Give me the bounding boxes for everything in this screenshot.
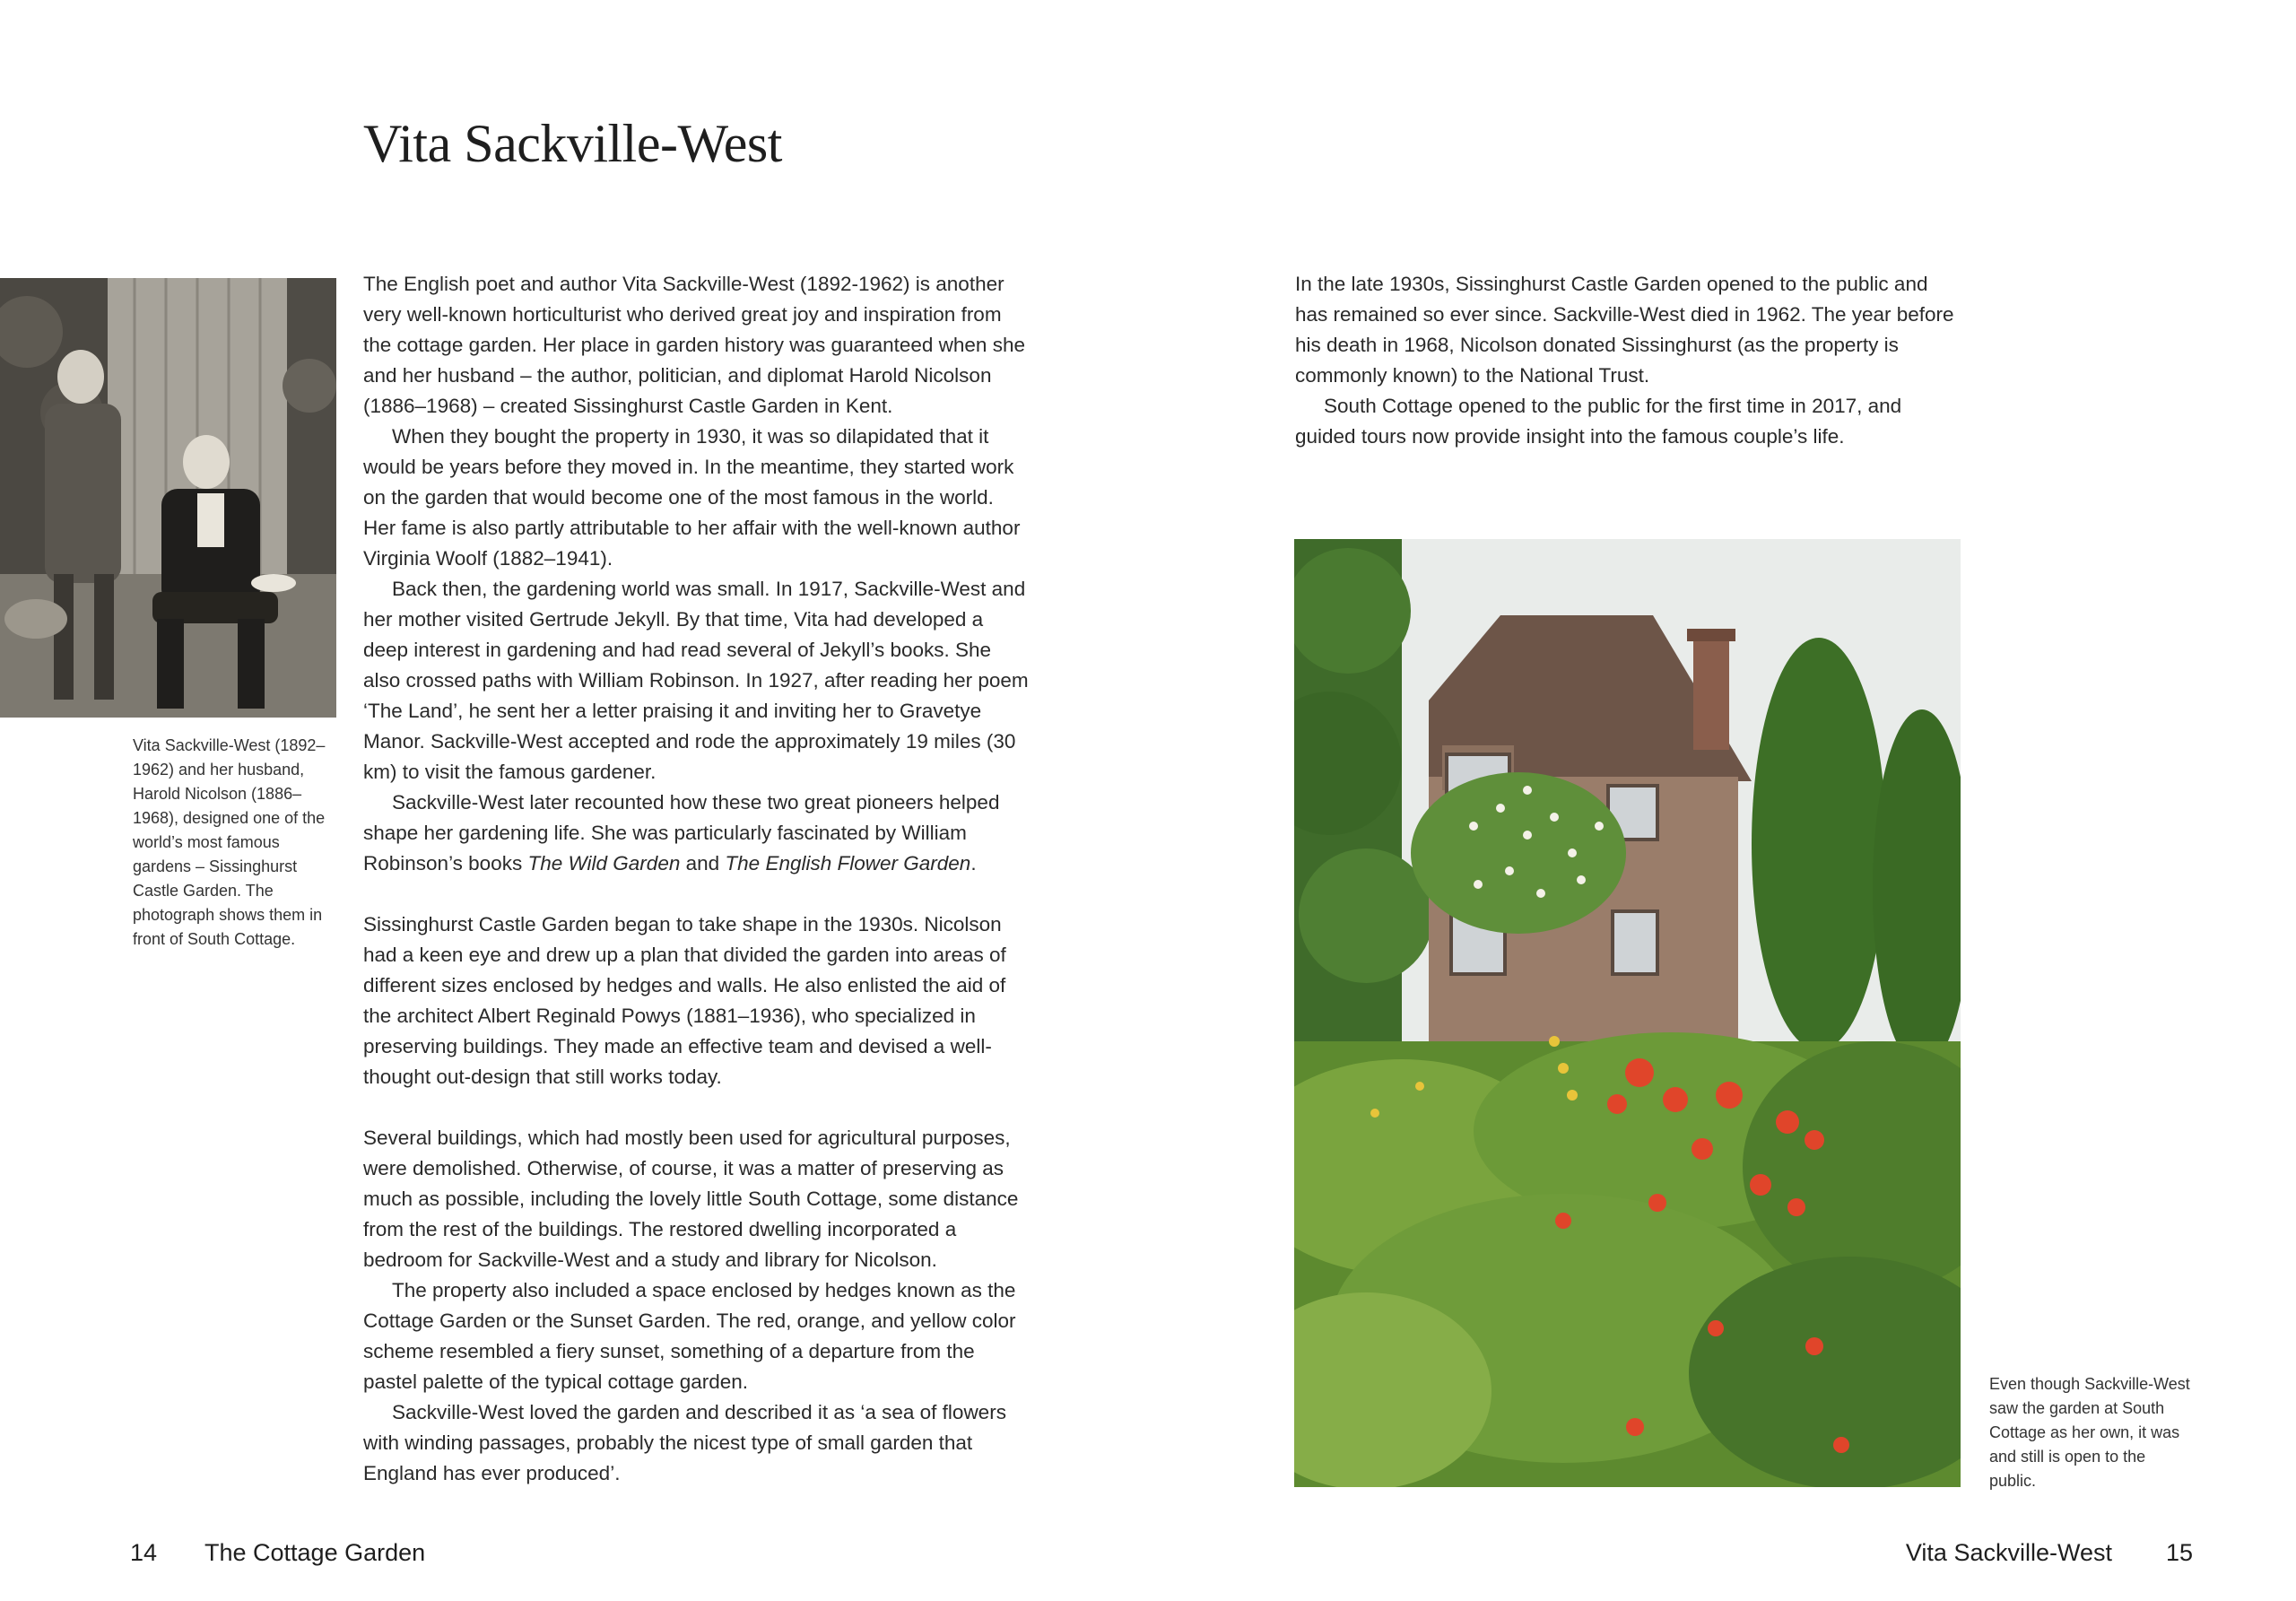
historical-photo — [0, 278, 336, 718]
book-title: The English Flower Garden — [725, 852, 971, 874]
punctuation: . — [970, 852, 977, 874]
body-paragraph: When they bought the property in 1930, it was so dilapidated that it would be years before they moved in. In the meantime, they started work on the garden that would become one of the most famous in the world. Her fame is also partly attributable to her affair with the well-known author Virginia Woolf (1882–1941). — [363, 425, 1021, 570]
body-paragraph: In the late 1930s, Sissinghurst Castle Garden opened to the public and has remained so ever since. Sackville-West died in 1962. The year before his death in 1968, Nicolson donated Sissinghurst (as the property is commonly known) to the National Trust. — [1295, 273, 1954, 387]
body-paragraph: South Cottage opened to the public for the first time in 2017, and guided tours now provide insight into the famous couple’s life. — [1295, 395, 1902, 448]
body-paragraph: Sissinghurst Castle Garden began to take shape in the 1930s. Nicolson had a keen eye and drew up a plan that divided the garden into areas of different sizes enclosed by hedges and walls. He also enlisted the aid of the architect Albert Reginald Powys (1881–1936), who specialized in preserving buildings. They made an effective team and devised a well-thought out-design that still works today. — [363, 913, 1006, 1088]
page-title: Vita Sackville-West — [363, 114, 782, 173]
couple-photo-illustration — [0, 278, 336, 718]
cottage-garden-illustration — [1294, 539, 1961, 1487]
body-paragraph: Back then, the gardening world was small. In 1917, Sackville-West and her mother visited Gertrude Jekyll. By that time, Vita had developed a deep interest in gardening and had read several of Jekyll’s books. She also crossed paths with William Robinson. In 1927, after reading her poem ‘The Land’, he sent her a letter praising it and inviting her to Gravetye Manor. Sackville-West accepted and rode the approximately 19 miles (30 km) to visit the famous gardener. — [363, 578, 1029, 783]
running-head-left: The Cottage Garden — [204, 1539, 426, 1566]
garden-photo — [1294, 539, 1961, 1487]
page-number-left: 14 — [130, 1539, 158, 1566]
running-head-right: Vita Sackville-West — [1905, 1539, 2112, 1566]
body-paragraph: The English poet and author Vita Sackville-West (1892-1962) is another very well-known horticulturist who derived great joy and inspiration from the cottage garden. Her place in garden history was guaranteed when she and her husband – the author, politician, and diplomat Harold Nicolson (1886–1968) – created Sissinghurst Castle Garden in Kent. — [363, 273, 1025, 417]
body-paragraph: Several buildings, which had mostly been used for agricultural purposes, were demolished. Otherwise, of course, it was a matter of preserving as much as possible, including the lovely little South Cottage, some distance from the rest of the buildings. The restored dwelling incorporated a bedroom for Sackville-West and a study and library for Nicolson. — [363, 1127, 1019, 1271]
photo-caption-right: Even though Sackville-West saw the garden at South Cottage as her own, it was and still is open to the public. — [1989, 1375, 2190, 1490]
photo-caption-left: Vita Sackville-West (1892–1962) and her husband, Harold Nicolson (1886–1968), designed one of the world’s most famous gardens – Sissinghurst Castle Garden. The photograph shows them in front of South Cottage. — [133, 736, 326, 948]
body-text-left-column — [363, 269, 1031, 1489]
page-number-right: 15 — [2165, 1539, 2193, 1566]
body-paragraph-text: Sackville-West later recounted how these two great pioneers helped shape her gardening life. She was particularly fascinated by William Robinson’s books — [363, 791, 1000, 874]
body-paragraph: The property also included a space enclosed by hedges known as the Cottage Garden or the Sunset Garden. The red, orange, and yellow color scheme resembled a fiery sunset, something of a departure from the pastel palette of the typical cottage garden. — [363, 1279, 1016, 1393]
conjunction: and — [685, 852, 720, 874]
book-title: The Wild Garden — [527, 852, 681, 874]
body-paragraph: Sackville-West loved the garden and described it as ‘a sea of flowers with winding passages, probably the nicest type of small garden that England has ever produced’. — [363, 1401, 1006, 1484]
body-paragraph — [363, 787, 1031, 879]
body-text-right-column — [1295, 269, 1963, 452]
